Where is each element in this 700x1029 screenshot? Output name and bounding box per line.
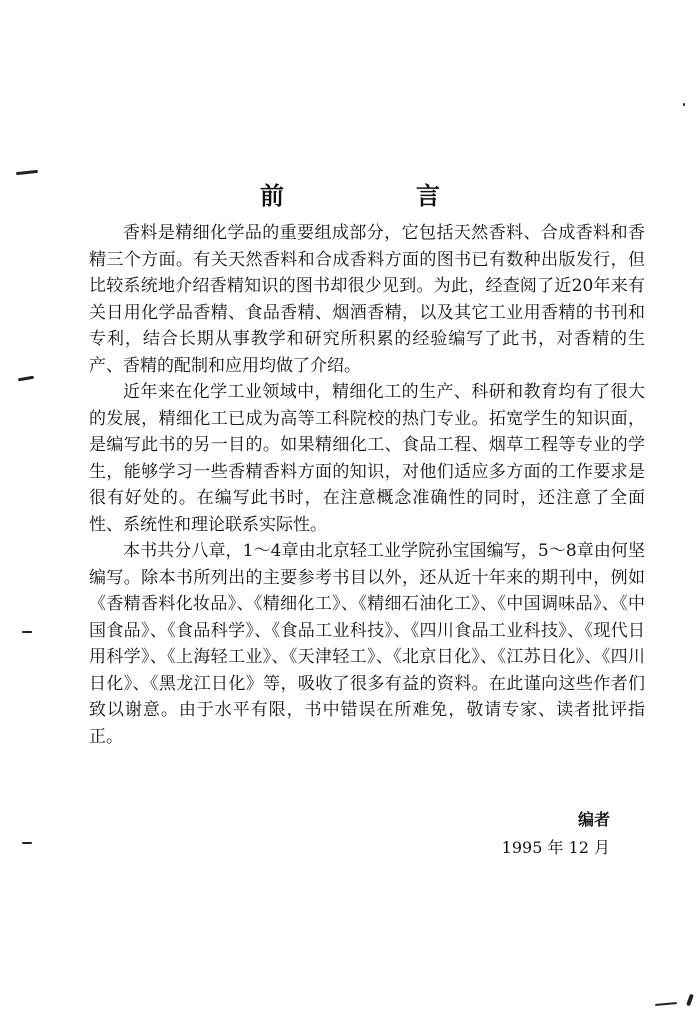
signature-author: 编者 (577, 810, 610, 829)
page-title: 前 言 (260, 182, 494, 210)
paragraph-3: 本书共分八章，1～4章由北京轻工业学院孙宝国编写，5～8章由何坚编写。除本书所列出的主要参考书目以外，还从近十年来的期刊中，例如《香精香料化妆品》、《精细化工》、《精细石油化工》、《中国调味品》、《中国食品》、《食品科学》、《食品工业科技》、《四川食品工业科技》、《现代日用科学》、《上海轻工业》、《天津轻工》、《北京日化》、《江苏日化》、《四川日化》、《黑龙江日化》等，吸收了很多有益的资料。在此谨向这些作者们致以谢意。由于水平有限，书中错误在所难免，敬请专家、读者批评指正。 (89, 541, 645, 747)
scan-mark (686, 994, 694, 1007)
signature-date: 1995 年 12 月 (501, 838, 610, 857)
paragraph-2: 近年来在化学工业领域中，精细化工的生产、科研和教育均有了很大的发展，精细化工已成为高等工科院校的热门专业。拓宽学生的知识面，是编写此书的另一目的。如果精细化工、食品工程、烟草工程等专业的学生，能够学习一些香精香料方面的知识，对他们适应多方面的工作要求是很有好处的。在编写此书时，在注意概念准确性的同时，还注意了全面性、系统性和理论联系实际性。 (89, 382, 645, 535)
scan-mark (655, 1002, 677, 1006)
scan-mark (22, 631, 32, 633)
scan-mark (18, 376, 34, 382)
scan-mark (22, 842, 32, 844)
preface-body (89, 220, 645, 750)
scan-mark (683, 103, 685, 106)
scan-mark (16, 170, 38, 175)
paragraph-1: 香料是精细化学品的重要组成部分，它包括天然香料、合成香料和香精三个方面。有关天然香料和合成香料方面的图书已有数种出版发行，但比较系统地介绍香精知识的图书却很少见到。为此，经查阅了近20年来有关日用化学品香精、食品香精、烟酒香精，以及其它工业用香精的书刊和专利，结合长期从事教学和研究所积累的经验编写了此书，对香精的生产、香精的配制和应用均做了介绍。 (89, 223, 645, 376)
